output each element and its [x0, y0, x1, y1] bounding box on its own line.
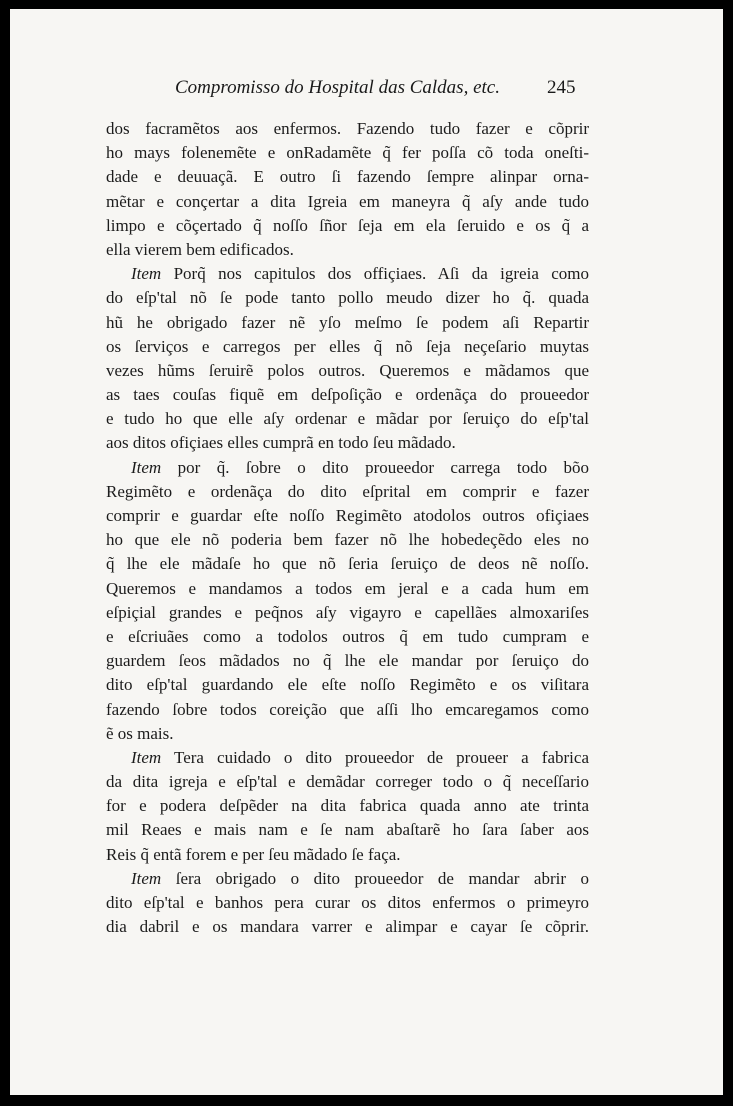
- item-paragraph: [106, 867, 589, 940]
- text-line: ho mays folenemẽte e onRadamẽte q̃ fer poſſa cõ toda oneſti-: [106, 143, 589, 163]
- text-line: as taes couſas fiquẽ em deſpoſição e ordenãça do proueedor: [106, 385, 589, 405]
- text-line: Porq̃ nos capitulos dos offiçiaes. Aſi da igreia como: [173, 264, 589, 284]
- text-line: mẽtar e conçertar a dita Igreia em maneyra q̃ aſy ande tudo: [106, 191, 589, 211]
- text-line: os ſerviços e carregos per elles q̃ nõ ſeja neçeſario muytas: [106, 336, 589, 356]
- text-line: q̃ lhe ele mãdaſe ho que nõ ſeria ſeruiço de deos nẽ noſſo.: [106, 554, 589, 574]
- text-line: e tudo ho que elle aſy ordenar e mãdar por ſeruiço do eſp'tal: [106, 409, 589, 429]
- text-line: dade e deuuaçã. E outro ſi fazendo ſempre alinpar orna-: [106, 167, 589, 187]
- text-line: fazendo ſobre todos coreição que aſſi lho emcaregamos como: [106, 699, 589, 719]
- book-page: [10, 9, 723, 1095]
- text-line: Queremos e mandamos a todos em jeral e a cada hum em: [106, 578, 589, 598]
- text-line: ho que ele nõ poderia bem fazer nõ lhe hobedeçẽdo eles no: [106, 530, 589, 550]
- text-line: eſpiçial grandes e peq̃nos aſy vigayro e capellães almoxariſes: [106, 602, 589, 622]
- running-title: Compromisso do Hospital das Caldas, etc.: [175, 77, 500, 98]
- text-line: por q̃. ſobre o dito proueedor carrega todo bõo: [177, 457, 589, 477]
- text-line: ella vierem bem edificados.: [106, 239, 294, 259]
- item-label: Item: [131, 868, 162, 888]
- text-line: ſera obrigado o dito proueedor de mandar abrir o: [175, 868, 589, 888]
- item-label: Item: [131, 747, 162, 767]
- item-paragraph: [106, 456, 589, 746]
- item-label: Item: [131, 264, 162, 284]
- text-line: dito eſp'tal e banhos pera curar os ditos enfermos o primeyro: [106, 893, 589, 912]
- page-header: [10, 77, 723, 107]
- text-line: Regimẽto e ordenãça do dito eſprital em comprir e fazer: [106, 481, 589, 501]
- page-number: 245: [547, 77, 576, 98]
- text-line: dia dabril e os mandara varrer e alimpar e cayar ſe cõprir.: [106, 917, 589, 937]
- paragraph: [106, 117, 589, 262]
- text-line: da dita igreja e eſp'tal e demãdar correger todo o q̃ neceſſario: [106, 772, 589, 792]
- body-text: [106, 117, 589, 939]
- text-line: vezes hũms ſeruirẽ polos outros. Queremos e mãdamos que: [106, 360, 589, 380]
- text-line: e eſcriuães como a todolos outros q̃ em tudo cumpram e: [106, 626, 589, 646]
- text-line: for e podera deſpẽder na dita fabrica quada anno ate trinta: [106, 796, 589, 816]
- text-line: dito eſp'tal guardando ele eſte noſſo Regimẽto e os viſitara: [106, 675, 589, 695]
- text-line: mil Reaes e mais nam e ſe nam abaſtarẽ ho ſara ſaber aos: [106, 820, 589, 840]
- text-line-first: [106, 746, 589, 770]
- text-line: limpo e cõçertado q̃ noſſo ſñor ſeja em ela ſeruido e os q̃ a: [106, 215, 589, 235]
- text-line-first: [106, 867, 589, 891]
- text-line: hũ he obrigado fazer nẽ yſo meſmo ſe podem aſi Repartir: [106, 312, 589, 332]
- text-line: guardem ſeos mãdados no q̃ lhe ele mandar por ſeruiço do: [106, 651, 589, 671]
- item-label: Item: [131, 457, 162, 477]
- item-paragraph: [106, 262, 589, 456]
- text-line: do eſp'tal nõ ſe pode tanto pollo meudo dizer ho q̃. quada: [106, 288, 589, 308]
- item-paragraph: [106, 746, 589, 867]
- text-line: aos ditos ofiçiaes elles cumprã en todo ſeu mãdado.: [106, 433, 456, 453]
- text-line-first: [106, 456, 589, 480]
- text-line: ẽ os mais.: [106, 723, 174, 743]
- text-line: Tera cuidado o dito proueedor de proueer a fabrica: [174, 747, 589, 767]
- text-line: dos facramẽtos aos enfermos. Fazendo tudo fazer e cõprir: [106, 119, 589, 138]
- text-line: Reis q̃ entã forem e per ſeu mãdado ſe faça.: [106, 844, 401, 864]
- text-line-first: [106, 262, 589, 286]
- text-line: comprir e guardar eſte noſſo Regimẽto atodolos outros ofiçiaes: [106, 506, 589, 525]
